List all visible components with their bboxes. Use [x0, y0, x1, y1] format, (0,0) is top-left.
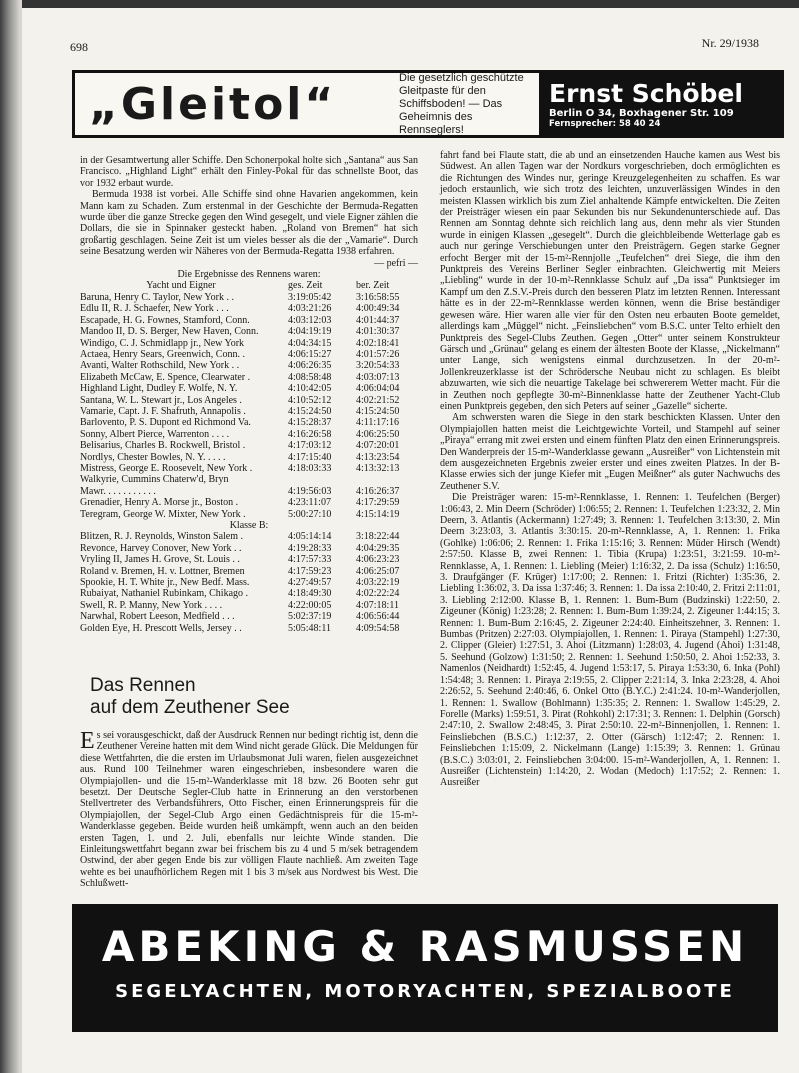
yacht-owner: Baruna, Henry C. Taylor, New York . . [80, 291, 234, 303]
result-row [80, 623, 418, 634]
ad-company-phone: Fernsprecher: 58 40 24 [549, 119, 661, 129]
yacht-owner: Walkyrie, Cummins Chaterw'd, Bryn [80, 474, 229, 486]
yacht-owner: Revonce, Harvey Conover, New York . . [80, 542, 242, 554]
total-time: 3:19:05:42 [288, 291, 332, 303]
results-table-class-b [80, 531, 418, 634]
total-time: 4:23:11:07 [288, 497, 331, 509]
page-number: 698 [70, 40, 88, 54]
calc-time: 4:04:29:35 [356, 542, 400, 554]
result-row [80, 303, 418, 314]
yacht-owner: Teregram, George W. Mixter, New York . [80, 508, 246, 520]
yacht-owner: Barlovento, P. S. Dupont ed Richmond Va. [80, 417, 251, 429]
ad-company-address: Berlin O 34, Boxhagener Str. 109 [549, 108, 734, 119]
calc-time: 3:20:54:33 [356, 360, 400, 372]
total-time: 4:15:28:37 [288, 417, 332, 429]
total-time: 4:03:21:26 [288, 303, 332, 315]
yacht-owner: Roland v. Bremen, H. v. Lottner, Bremen [80, 565, 245, 577]
ad2-company: ABEKING & RASMUSSEN [101, 922, 749, 971]
calc-time [350, 474, 418, 485]
total-time: 5:00:27:10 [288, 508, 332, 520]
header-total-time: ges. Zeit [288, 280, 323, 292]
calc-time: 4:01:44:37 [356, 314, 400, 326]
ad-company-name: Ernst Schöbel [549, 79, 743, 108]
calc-time: 4:02:22:24 [356, 588, 400, 600]
calc-time: 4:15:24:50 [356, 405, 400, 417]
calc-time: 4:00:49:34 [356, 303, 400, 315]
result-row [80, 326, 418, 337]
yacht-owner: Rubaiyat, Nathaniel Rubinkam, Chikago . [80, 588, 249, 600]
calc-time: 4:03:07:13 [356, 371, 400, 383]
result-row [80, 577, 418, 588]
result-row [80, 588, 418, 599]
article-heading-line1: Das Rennen [90, 675, 196, 696]
result-row [80, 543, 418, 554]
result-row [80, 372, 418, 383]
total-time: 4:17:57:33 [288, 554, 332, 566]
total-time: 4:10:52:12 [288, 394, 332, 406]
result-row [80, 349, 418, 360]
yacht-owner: Highland Light, Dudley F. Wolfe, N. Y. [80, 383, 238, 395]
total-time: 4:22:00:05 [288, 599, 332, 611]
yacht-owner: Vryling II, James H. Grove, St. Louis . . [80, 554, 240, 566]
yacht-owner: Swell, R. P. Manny, New York . . . . [80, 599, 223, 611]
issue-number: Nr. 29/1938 [701, 36, 759, 50]
right-paragraph-2: Am schwersten waren die Siege in den stark beschickten Klassen. Unter den Olympiajollen hatten meist die Leichtgewichte Vorteil, und Stampehl auf seiner „Piraya“ errang mit zwei ersten und einem fünften Platz den einen Erinnerungspreis. Den Wanderpreis der 15-m²-Wanderklasse gewann „Ausreißer“ von Lichtenstein mit dem ausgezeichneten Ergebnis zweier erster und eines zweiten Platzes. In der B-Klasse erwies sich der junge Kiefer mit „Eugen Meißner“ als guter Nachwuchs des Zeuthener S.V. [440, 412, 780, 492]
calc-time: 4:01:57:26 [356, 348, 400, 360]
right-paragraph-3: Die Preisträger waren: 15-m²-Rennklasse, 1. Rennen: 1. Teufelchen (Berger) 1:06:43, 2. Min Deern (Schröder) 1:06:55; 2. Rennen: 1. Teufelchen 1:23:32, 2. Min Deern, 3. Atlantis (Ackermann) 1:27:49; 3. Rennen: 1. Teufelchen 3:13:30, 2. Min Deern 3:23:03, 3. Atlantis 3:30:15. 20-m²-Rennklasse, A, 1. Rennen: 1. Frika (Gohlke) 1:06:06; 2. Rennen: 1. Frika 1:15:16; 3. Rennen: Müder Hirsch (Wendt) 2:57:50. Klasse B, zwei Rennen: 1. Tibia (Krupa) 1:23:51, 3:21:59. 10-m²-Rennklasse, A, 1. Rennen: 1. Liebling (Meier) 1:16:32, 2. Da issa (Schulz) 1:16:50, 3. Draufgänger (F. Krüger) 1:17:00; 2. Rennen: 1. Fritzi (Richter) 1:35:36, 2. Liebling 1:36:02, 3. Da issa 1:37:46; 3. Rennen: 1. Da issa 2:10:40, 2. Fritzi 2:11:01, 3. Liebling 2:12:00. Klasse B, 1. Rennen: 1. Bum-Bum (Budzinski) 1:22:50, 2. Zigeuner (König) 1:23:28; 2. Rennen: 1. Bum-Bum 1:39:24, 2. Zigeuner 1:44:15; 3. Rennen: 1. Bum-Bum 2:16:45, 2. Zigeuner 2:24:40. Einheitszehner, 3. Rennen: 1. Bumbas (Pritzen) 2:27:03. Olympiajollen, 1. Rennen: 1. Piraya (Stampehl) 1:27:30, 2. Clipper (Gleier) 1:27:51, 3. Ahoi (Litzmann) 1:28:03, 4. Jugend (Ahoi) 1:31:48, 5. Seehund (Golzow) 1:31:50; 2. Rennen: 1. Seehund 1:50:50, 2. Ahoi 1:52:33, 3. Namenlos (Neidhardt) 1:52:45, 4. Jugend 1:53:17, 5. Piraya 1:53:30, 6. Inka (Pohl) 1:54:48; 3. Rennen: 1. Piraya 2:19:55, 2. Clipper 2:21:14, 3. Inka 2:23:28, 4. Ahoi 2:26:52, 5. Seehund 2:40:46, 6. Onkel Otto (B.Y.C.) 2:41:24. 10-m²-Wanderjollen, 1. Rennen: 1. Swallow (Bohlmann) 1:35:35; 2. Rennen: 1. Swallow 1:45:29, 2. Forelle (Marks) 1:59:51, 3. Pirat (Rohkohl) 2:17:31; 3. Rennen: 1. Delphin (Gorsch) 2:47:10, 2. Swallow 2:48:45, 3. Pirat 2:50:10. 22-m²-Binnenjollen, 1. Rennen: 1. Feinsliebchen (B.S.C.) 1:12:37, 2. Otter (Gärsch) 1:12:47; 2. Rennen: 1. Feinsliebchen 1:15:09, 2. Nickelmann (Lange) 1:15:39; 3. Rennen: 1. Grünau (B.S.C.) 3:03:01, 2. Feinsliebchen 3:04:00. 15-m²-Wanderjollen, A, 1. Rennen: 1. Ausreißer (Lichtenstein) 1:14:20, 2. Wodan (Medoch) 1:17:52; 2. Rennen: 1. Ausreißer [440, 492, 780, 789]
yacht-owner: Avanti, Walter Rothschild, New York . . [80, 360, 240, 372]
results-header-row [80, 280, 418, 291]
ad-brand: „Gleitol“ [89, 78, 337, 130]
calc-time: 4:16:26:37 [356, 485, 400, 497]
results-table [80, 280, 418, 520]
calc-time: 4:06:56:44 [356, 611, 400, 623]
total-time: 4:19:28:33 [288, 542, 332, 554]
yacht-owner: Vamarie, Capt. J. F. Shafruth, Annapolis . [80, 405, 246, 417]
total-time: 4:04:34:15 [288, 337, 332, 349]
right-column [440, 150, 780, 789]
ad-description: Die gesetzlich geschützte Gleitpaste für den Schiffsboden! — Das Geheimnis des Rennseglers! [399, 71, 524, 136]
article-text: s sei vorausgeschickt, daß der Ausdruck Rennen nur bedingt richtig ist, denn die Zeuthener Vereine hatten mit dem Wind nicht gerade Glück. Die Meldungen für diese Wettfahrten, die die ersten im Urlaubsmonat Juli waren, fielen ausgezeichnet aus. Rund 100 Teilnehmer waren eingeschrieben, insbesondere waren die Olympiajollen- und die 15-m²-Wanderklasse mit 18 bzw. 26 Booten sehr gut besetzt. Der Deutsche Segler-Club hatte in Erinnerung an den verstorbenen Stellvertreter des Verbandsführers, Otto Fischer, einen Erinnerungspreis für die Olympiajollen, der Segel-Club Argo einen Gedächtnispreis für die 15-m²-Wanderklasse gegeben. Beide wurden heiß umkämpft, wenn auch an den beiden ersten Tagen, 1. und 2. Juli, ebenfalls nur leichte Winde standen. Die Einleitungswettfahrt begann zwar bei frischem bis zu 4 und 5 m/sek betragendem Ostwind, der aber gegen Ende bis zur völligen Flaute nachließ. Am zweiten Tage wehte es bei unaufhörlichem Regen mit 1 bis 3 m/sek aus Nordwest bis West. Die Schlußwett- [80, 730, 418, 890]
calc-time: 3:16:58:55 [356, 291, 400, 303]
total-time: 5:02:37:19 [288, 611, 332, 623]
calc-time: 4:07:20:01 [356, 440, 400, 452]
calc-time: 4:06:04:04 [356, 383, 400, 395]
class-b-title: Klasse B: [229, 520, 269, 531]
calc-time: 4:15:14:19 [356, 508, 400, 520]
total-time: 4:05:14:14 [288, 531, 332, 543]
total-time: 4:17:59:23 [288, 565, 332, 577]
total-time: 4:08:58:48 [288, 371, 332, 383]
results-title: Die Ergebnisse des Rennens waren: [177, 269, 321, 281]
total-time: 4:18:03:33 [288, 462, 332, 474]
total-time: 4:18:49:30 [288, 588, 332, 600]
calc-time: 4:07:18:11 [356, 599, 399, 611]
total-time: 4:19:56:03 [288, 485, 332, 497]
article-body [80, 730, 418, 890]
result-row [80, 452, 418, 463]
yacht-owner: Belisarius, Charles B. Rockwell, Bristol . [80, 440, 246, 452]
result-row [80, 429, 418, 440]
result-row [80, 383, 418, 394]
calc-time: 4:06:25:50 [356, 428, 400, 440]
result-row [80, 463, 418, 474]
calc-time: 4:17:29:59 [356, 497, 400, 509]
bermuda-paragraph: Bermuda 1938 ist vorbei. Alle Schiffe sind ohne Havarien angekommen, kein Mann kam zu Schaden. Zum erstenmal in der Geschichte der Bermuda-Regatten wurde über die ganze Strecke gegen den Wind gesegelt, und viele Eigner zählen die Dollars, die sie in Spinnaker gesteckt haben. „Roland von Bremen“ hat sich großartig geschlagen. Seine Zeit ist um vieles besser als die der „Vamarie“. Durch seine Besatzung werden wir Näheres von der Bermuda-Regatta 1938 erfahren. [80, 189, 418, 258]
result-row [80, 497, 418, 508]
page-binding [0, 0, 22, 1073]
ad2-tagline: SEGELYACHTEN, MOTORYACHTEN, SPEZIALBOOTE [115, 981, 735, 1002]
yacht-owner: Windigo, C. J. Schmidlapp jr., New York [80, 337, 245, 349]
result-row [80, 509, 418, 520]
yacht-owner: Spookie, H. T. White jr., New Bedf. Mass. [80, 577, 250, 589]
yacht-owner: Blitzen, R. J. Reynolds, Winston Salem . [80, 531, 244, 543]
total-time: 4:10:42:05 [288, 383, 332, 395]
calc-time: 4:06:25:07 [356, 565, 400, 577]
total-time: 4:17:03:12 [288, 440, 332, 452]
yacht-owner: Sonny, Albert Pierce, Warrenton . . . . [80, 428, 230, 440]
total-time: 4:27:49:57 [288, 577, 332, 589]
total-time: 4:03:12:03 [288, 314, 332, 326]
yacht-owner: Grenadier, Henry A. Morse jr., Boston . [80, 497, 239, 509]
calc-time: 4:01:30:37 [356, 326, 400, 338]
yacht-owner: Actaea, Henry Sears, Greenwich, Conn. . [80, 348, 245, 360]
signature: — pefri — [374, 257, 418, 269]
yacht-owner: Mawr. . . . . . . . . . . [80, 485, 156, 497]
calc-time: 4:02:21:52 [356, 394, 400, 406]
total-time [282, 474, 350, 485]
top-edge [0, 0, 799, 8]
drop-cap: E [80, 728, 95, 754]
result-row [80, 395, 418, 406]
yacht-owner: Mistress, George E. Roosevelt, New York . [80, 462, 253, 474]
total-time: 4:15:24:50 [288, 405, 332, 417]
result-row [80, 417, 418, 428]
result-row [80, 531, 418, 542]
total-time: 4:06:26:35 [288, 360, 332, 372]
result-row [80, 554, 418, 565]
result-row [80, 360, 418, 371]
calc-time: 4:02:18:41 [356, 337, 400, 349]
calc-time: 4:13:23:54 [356, 451, 400, 463]
result-row [80, 440, 418, 451]
result-row [80, 315, 418, 326]
total-time: 4:06:15:27 [288, 348, 332, 360]
result-row [80, 474, 418, 485]
header-calc-time: ber. Zeit [356, 280, 390, 292]
total-time: 4:17:15:40 [288, 451, 332, 463]
right-paragraph-1: fahrt fand bei Flaute statt, die ab und an einsetzenden Hauche kamen aus West bis Südwest. An allen Tagen war der Nordkurs vorgeschrieben, doch ermöglichten es die Richtungen des Windes nur, geringe Kreuzgelegenheiten zu schaffen. Es war jedoch erstaunlich, wie sich trotz des leichten, unzuverlässigen Windes in den meisten Klassen wirklich bis zum Ziel anhaltende Kämpfe entwickelten. Die Zeiten der Preisträger wiesen ein paar Sekunden bis nur Sekundenunterschiede auf. Das Rennen am Sonntag dehnte sich reichlich lang aus, denn mehr als vier Stunden wurde in einigen Klassen „gesegelt“. Durch die gleichbleibende Wetterlage gab es auch nur geringe Verschiebungen unter den Preisträgern. Gegen starke Gegner erfocht Berger mit der 15-m²-Rennjolle „Teufelchen“ drei Siege, die ihm den Punktpreis des Vereins Berliner Segler einbrachten. Gleichwertig mit Meiers „Liebling“ wurde in der 10-m²-Rennklasse Schulz auf „Da issa“ Punktsieger im Kampf um den Z.S.V.-Preis durch den besseren Platz im letzten Rennen. Interessant hätte es in der 22-m²-Rennklasse werden können, wenn die Brise beständiger gewesen wäre. Hier waren alle vier für den Osten neu erbauten Boote gemeldet, allerdings kam „Müggel“ nicht. „Feinsliebchen“ vom B.S.C. unter Telto erhielt den Punktpreis des Segel-Clubs Zeuthen. Gegen „Otter“ unter seinem Konstrukteur Gärsch und „Grünau“ gelang es einem der ältesten Boote der Klasse, „Nickelmann“ unter Lange, sich wenigstens einmal durchzusetzen. In der 20-m²-Jollenkreuzerklasse ist der Schrödersche Neubau nicht zu schlagen. Es bleibt abzuwarten, wie sich die neuartige Takelage bei schwererem Wetter macht. Für die in Zeuthen noch gepflegte 30-m²-Binnenklasse hatte der Zeuthener Yacht-Club einen Punktpreis gegeben, den sich Peters auf seiner „Gazelle“ sicherte. [440, 150, 780, 412]
total-time: 4:16:26:58 [288, 428, 332, 440]
article-heading-line2: auf dem Zeuthener See [90, 697, 290, 718]
total-time: 5:05:48:11 [288, 622, 331, 634]
total-time: 4:04:19:19 [288, 326, 332, 338]
calc-time: 4:09:54:58 [356, 622, 400, 634]
left-column [80, 155, 418, 634]
ad-company-box [539, 73, 781, 135]
article-heading [90, 675, 290, 719]
result-row [80, 338, 418, 349]
result-row [80, 406, 418, 417]
result-row [80, 292, 418, 303]
yacht-owner: Nordlys, Chester Bowles, N. Y. . . . . [80, 451, 226, 463]
intro-paragraph: in der Gesamtwertung aller Schiffe. Den Schonerpokal holte sich „Santana“ aus San Francisco. „Highland Light“ erhält den Finley-Pokal für das schnellste Boot, das vor 1932 erbaut wurde. [80, 155, 418, 189]
result-row [80, 600, 418, 611]
yacht-owner: Santana, W. L. Stewart jr., Los Angeles . [80, 394, 242, 406]
abeking-rasmussen-advertisement [72, 904, 778, 1032]
yacht-owner: Mandoo II, D. S. Berger, New Haven, Conn. [80, 326, 259, 338]
calc-time: 4:13:32:13 [356, 462, 400, 474]
yacht-owner: Edlu II, R. J. Schaefer, New York . . . [80, 303, 229, 315]
calc-time: 4:06:23:23 [356, 554, 400, 566]
gleitol-advertisement [72, 70, 784, 138]
calc-time: 4:11:17:16 [356, 417, 399, 429]
yacht-owner: Narwhal, Robert Leeson, Medfield . . . [80, 611, 235, 623]
result-row [80, 566, 418, 577]
yacht-owner: Golden Eye, H. Prescott Wells, Jersey . . [80, 622, 242, 634]
result-row [80, 486, 418, 497]
header-yacht: Yacht und Eigner [146, 280, 216, 292]
yacht-owner: Elizabeth McCaw, E. Spence, Clearwater . [80, 371, 251, 383]
yacht-owner: Escapade, H. G. Fownes, Stamford, Conn. [80, 314, 250, 326]
result-row [80, 611, 418, 622]
calc-time: 3:18:22:44 [356, 531, 400, 543]
calc-time: 4:03:22:19 [356, 577, 400, 589]
